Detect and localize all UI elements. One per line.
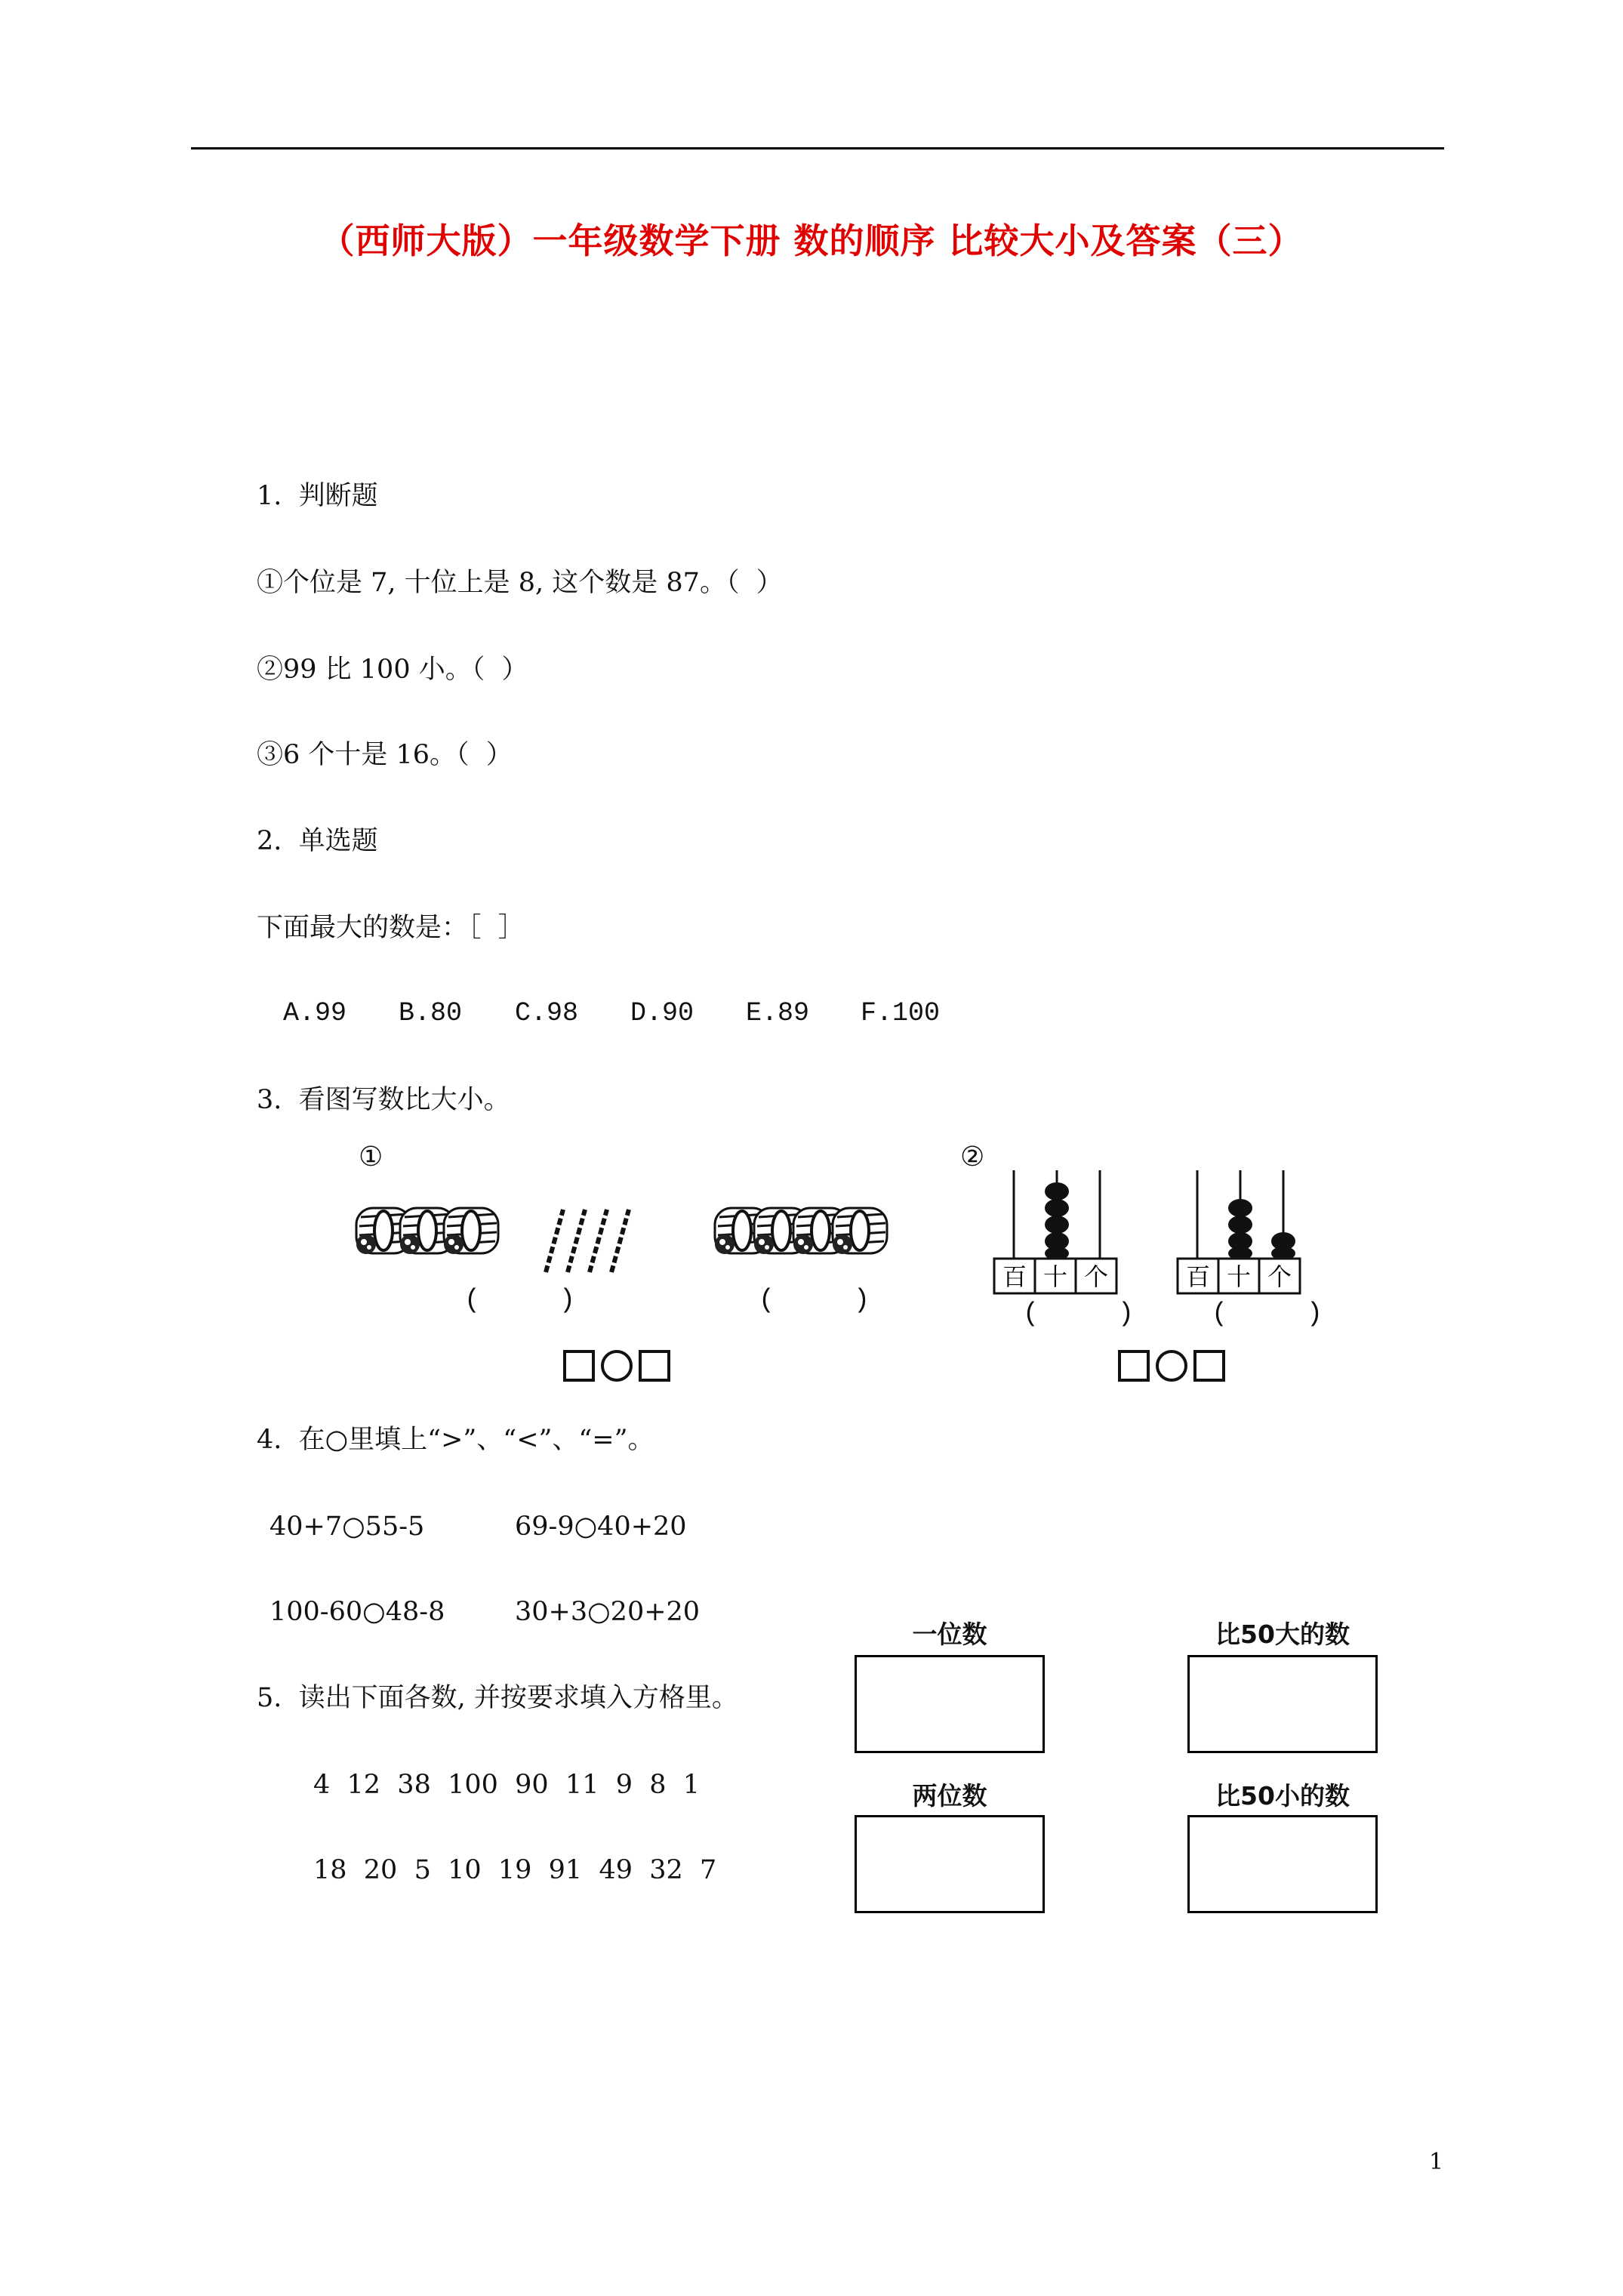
answer-blank-2[interactable]: ( ) [759, 1285, 870, 1315]
q3-part1-mark: ① [359, 1142, 383, 1173]
answer-blank-4[interactable]: ( ) [1212, 1299, 1323, 1329]
q1-item-1: ①个位是 7, 十位上是 8, 这个数是 87。（ ） [257, 568, 783, 598]
single-stick [546, 1210, 563, 1272]
q1-item-2: ②99 比 100 小。（ ） [257, 655, 528, 685]
compare-box-circle-box-1[interactable] [562, 1348, 676, 1385]
single-stick [568, 1210, 585, 1272]
bundles-of-sticks-figure-2 [713, 1178, 940, 1284]
abacus-label-tens: 十 [1042, 1262, 1068, 1291]
compare-box-circle-box-2[interactable] [1117, 1348, 1230, 1385]
q3-heading: 3. 看图写数比大小。 [257, 1085, 510, 1115]
q1-heading: 1. 判断题 [257, 481, 378, 511]
page-title: （西师大版）一年级数学下册 数的顺序 比较大小及答案（三） [319, 220, 1304, 261]
abacus-bead [1045, 1216, 1069, 1234]
abacus-bead [1045, 1199, 1069, 1217]
answer-circle[interactable] [1157, 1351, 1186, 1380]
q2-option-e: E.89 [746, 998, 810, 1028]
single-stick [611, 1210, 629, 1272]
q2-heading: 2. 单选题 [257, 826, 378, 856]
box-caption-greater-than-50: 比50大的数 [1215, 1620, 1350, 1649]
q2-option-f: F.100 [861, 998, 941, 1028]
q2-option-a: A.99 [283, 998, 347, 1028]
q5-numbers-row-2: 18 20 5 10 19 91 49 32 7 [313, 1855, 717, 1885]
q4-expr-3: 100-60○48-8 [269, 1597, 445, 1627]
answer-square[interactable] [565, 1351, 593, 1380]
box-caption-less-than-50: 比50小的数 [1215, 1781, 1350, 1811]
q3-part2-mark: ② [960, 1142, 985, 1173]
answer-square[interactable] [1195, 1351, 1224, 1380]
bundles-of-sticks-figure-1 [355, 1178, 672, 1284]
abacus-label-ones: 个 [1267, 1262, 1292, 1291]
abacus-label-hundreds: 百 [1002, 1262, 1027, 1291]
q2-option-c: C.98 [515, 998, 579, 1028]
abacus-bead [1045, 1182, 1069, 1200]
box-caption-one-digit: 一位数 [912, 1620, 987, 1649]
q5-heading: 5. 读出下面各数, 并按要求填入方格里。 [257, 1683, 738, 1713]
box-caption-two-digit: 两位数 [912, 1781, 987, 1811]
abacus-bead [1228, 1216, 1252, 1234]
abacus-label-tens: 十 [1226, 1262, 1252, 1291]
answer-box-two-digit[interactable] [855, 1815, 1045, 1913]
q4-expr-2: 69-9○40+20 [515, 1512, 687, 1542]
abacus-label-ones: 个 [1083, 1262, 1109, 1291]
q2-stem: 下面最大的数是：［ ］ [257, 913, 525, 943]
answer-circle[interactable] [602, 1351, 631, 1380]
q2-option-b: B.80 [399, 998, 463, 1028]
q4-heading: 4. 在○里填上“>”、“<”、“=”。 [257, 1425, 654, 1455]
abacus-figure-1 [993, 1163, 1121, 1302]
answer-box-greater-than-50[interactable] [1187, 1655, 1378, 1753]
q1-item-3: ③6 个十是 16。（ ） [257, 740, 513, 770]
answer-blank-1[interactable]: ( ) [464, 1285, 576, 1315]
abacus-figure-2 [1176, 1163, 1304, 1302]
q4-expr-4: 30+3○20+20 [515, 1597, 701, 1627]
answer-box-one-digit[interactable] [855, 1655, 1045, 1753]
header-rule [191, 147, 1444, 149]
answer-square[interactable] [640, 1351, 669, 1380]
ten-bundle [833, 1208, 887, 1254]
q5-numbers-row-1: 4 12 38 100 90 11 9 8 1 [313, 1770, 701, 1800]
single-stick [590, 1210, 607, 1272]
answer-box-less-than-50[interactable] [1187, 1815, 1378, 1913]
ten-bundle [444, 1208, 498, 1254]
answer-square[interactable] [1119, 1351, 1148, 1380]
answer-blank-3[interactable]: ( ) [1023, 1299, 1135, 1329]
abacus-label-hundreds: 百 [1185, 1262, 1211, 1291]
q4-expr-1: 40+7○55-5 [269, 1512, 425, 1542]
page-number: 1 [1429, 2149, 1444, 2175]
q2-option-d: D.90 [630, 998, 694, 1028]
abacus-bead [1228, 1199, 1252, 1217]
